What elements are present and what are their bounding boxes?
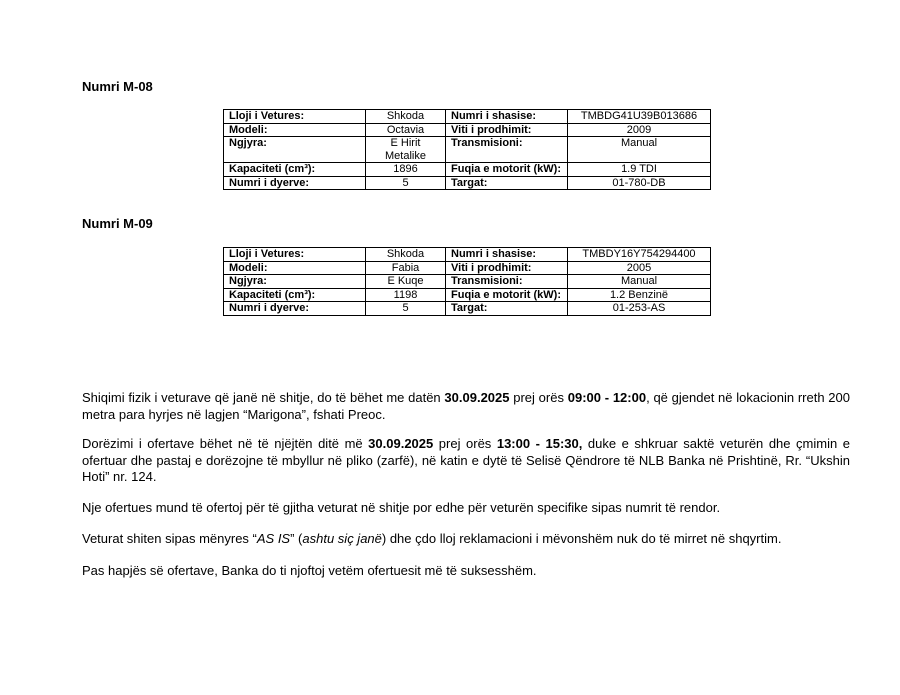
inspection-paragraph: Shiqimi fizik i veturave që janë në shitje, do të bëhet me datën 30.09.2025 prej orës 09:00 - 12:00, që gjendet në lokacionin rreth 200 metra para hyrjes në lagjen “Marigona”, fshati Preoc. [82, 390, 851, 422]
label-model: Modeli: [224, 261, 366, 275]
label-doors: Numri i dyerve: [224, 176, 366, 190]
table-row [224, 302, 711, 316]
table-row [224, 123, 711, 137]
value-plates: 01-253-AS [568, 302, 711, 316]
table-row [224, 288, 711, 302]
value-doors: 5 [366, 176, 446, 190]
value-chassis: TMBDY16Y754294400 [568, 248, 711, 262]
submission-time: 13:00 - 15:30, [496, 436, 583, 451]
value-chassis: TMBDG41U39B013686 [568, 110, 711, 124]
value-plates: 01-780-DB [568, 176, 711, 190]
value-type: Shkoda [366, 110, 446, 124]
value-year: 2005 [568, 261, 711, 275]
value-power: 1.2 Benzinë [568, 288, 711, 302]
label-doors: Numri i dyerve: [224, 302, 366, 316]
label-type: Lloji i Vetures: [224, 248, 366, 262]
label-year: Viti i prodhimit: [446, 261, 568, 275]
vehicle-spec-table-m08 [223, 109, 711, 190]
vehicle-heading-m09: Numri M-09 [82, 216, 153, 231]
value-capacity: 1198 [366, 288, 446, 302]
value-color: E Kuqe [366, 275, 446, 289]
label-year: Viti i prodhimit: [446, 123, 568, 137]
label-plates: Targat: [446, 302, 568, 316]
notification-paragraph: Pas hapjës së ofertave, Banka do ti njoftoj vetëm ofertuesit më të suksesshëm. [82, 563, 537, 578]
bidder-paragraph: Nje ofertues mund të ofertoj për të gjitha veturat në shitje por edhe për veturën specifike sipas numrit të rendor. [82, 500, 721, 515]
label-chassis: Numri i shasise: [446, 110, 568, 124]
value-year: 2009 [568, 123, 711, 137]
label-transmission: Transmisioni: [446, 275, 568, 289]
table-row [224, 176, 711, 190]
inspection-time: 09:00 - 12:00 [567, 390, 647, 405]
table-row [224, 261, 711, 275]
label-chassis: Numri i shasise: [446, 248, 568, 262]
value-color: E Hirit Metalike [366, 137, 446, 163]
table-row [224, 163, 711, 177]
value-model: Fabia [366, 261, 446, 275]
label-transmission: Transmisioni: [446, 137, 568, 163]
label-power: Fuqia e motorit (kW): [446, 288, 568, 302]
table-row [224, 275, 711, 289]
value-transmission: Manual [568, 137, 711, 163]
value-transmission: Manual [568, 275, 711, 289]
table-row [224, 110, 711, 124]
label-capacity: Kapaciteti (cm³): [224, 163, 366, 177]
label-model: Modeli: [224, 123, 366, 137]
table-row [224, 248, 711, 262]
label-power: Fuqia e motorit (kW): [446, 163, 568, 177]
inspection-date: 30.09.2025 [444, 390, 510, 405]
value-power: 1.9 TDI [568, 163, 711, 177]
value-type: Shkoda [366, 248, 446, 262]
table-row [224, 137, 711, 163]
submission-date: 30.09.2025 [368, 436, 434, 451]
as-is-paragraph: Veturat shiten sipas mënyres “AS IS” (ashtu siç janë) dhe çdo lloj reklamacioni i mëvonshëm nuk do të mirret në shqyrtim. [82, 531, 782, 546]
label-color: Ngjyra: [224, 137, 366, 163]
value-capacity: 1896 [366, 163, 446, 177]
label-plates: Targat: [446, 176, 568, 190]
label-capacity: Kapaciteti (cm³): [224, 288, 366, 302]
value-doors: 5 [366, 302, 446, 316]
label-color: Ngjyra: [224, 275, 366, 289]
vehicle-spec-table-m09 [223, 247, 711, 316]
submission-paragraph: Dorëzimi i ofertave bëhet në të njëjtën ditë më 30.09.2025 prej orës 13:00 - 15:30, duke e shkruar saktë veturën dhe çmimin e ofertuar dhe pastaj e dorëzojne të mbyllur në pliko (zarfë), në katin e dytë të Selisë Qëndrore të NLB Banka në Prishtinë, Rr. “Ukshin Hoti” nr. 124. [82, 436, 850, 484]
value-model: Octavia [366, 123, 446, 137]
label-type: Lloji i Vetures: [224, 110, 366, 124]
vehicle-heading-m08: Numri M-08 [82, 79, 153, 94]
